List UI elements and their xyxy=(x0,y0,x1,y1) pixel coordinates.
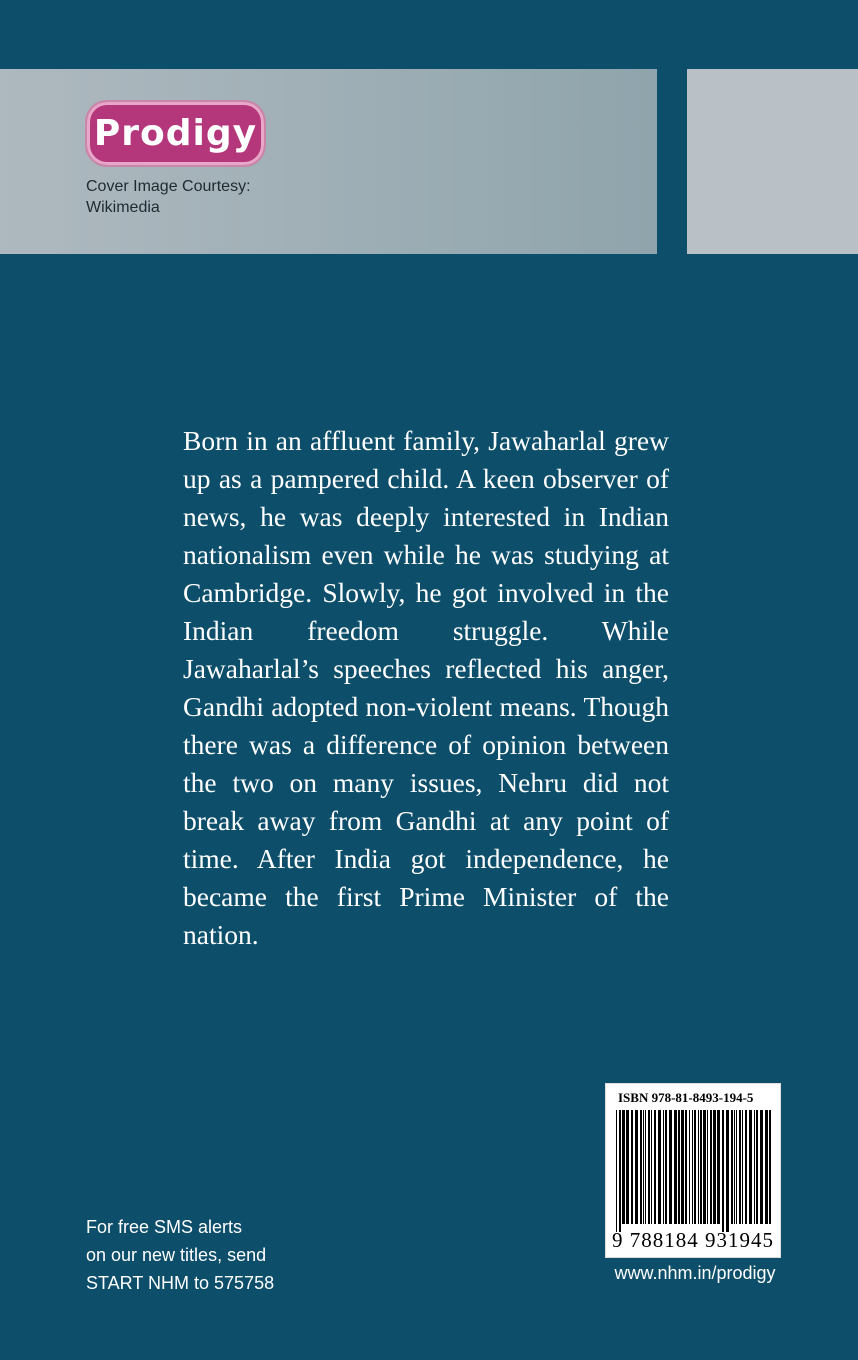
barcode-bar xyxy=(674,1110,677,1224)
barcode-bar xyxy=(640,1110,642,1224)
barcode-bar xyxy=(765,1110,768,1224)
sms-line-1: For free SMS alerts xyxy=(86,1217,243,1237)
barcode-bar xyxy=(736,1110,737,1224)
sms-line-3: START NHM to 575758 xyxy=(86,1273,275,1293)
barcode-bar xyxy=(678,1110,680,1224)
logo-text: Prodigy xyxy=(93,113,258,154)
barcode-bar xyxy=(710,1110,712,1224)
barcode-bar xyxy=(698,1110,699,1224)
barcode-bar xyxy=(665,1110,667,1224)
barcode-bar xyxy=(622,1110,625,1224)
publisher-logo xyxy=(87,102,264,165)
website-link[interactable]: www.nhm.in/prodigy xyxy=(614,1263,776,1283)
barcode-digits: 9 788184 931945 xyxy=(612,1228,774,1252)
barcode-bar xyxy=(703,1110,706,1224)
sms-alert-info xyxy=(86,1213,346,1297)
barcode-bar xyxy=(700,1110,702,1224)
barcode-bar xyxy=(692,1110,693,1224)
barcode-bar xyxy=(713,1110,716,1224)
book-blurb: Born in an affluent family, Jawaharlal grew up as a pampered child. A keen observer of news, he was deeply interested in Indian nationalism even while he was studying at Cambridge. Slowly, he got involved in the Indian freedom struggle. While Jawaharlal’s speeches reflected his anger, Gandhi adopted non-violent means. Though there was a difference of opinion between the two on many issues, Nehru did not break away from Gandhi at any point of time. After India got independence, he became the first Prime Minister of the nation. xyxy=(183,425,669,950)
barcode-bar xyxy=(731,1110,733,1224)
barcode-bar xyxy=(663,1110,664,1224)
barcode-bar xyxy=(717,1110,720,1224)
barcode-bar xyxy=(726,1110,729,1232)
barcode-bar xyxy=(645,1110,646,1224)
barcode-bar xyxy=(658,1110,661,1224)
barcode-bar xyxy=(722,1110,724,1232)
barcode-bar xyxy=(734,1110,735,1224)
barcode-bar xyxy=(643,1110,644,1224)
barcode-bar xyxy=(742,1110,743,1224)
barcode-bar xyxy=(631,1110,633,1224)
isbn-label: ISBN 978-81-8493-194-5 xyxy=(618,1090,754,1105)
barcode-bar xyxy=(619,1110,621,1232)
barcode-bar xyxy=(626,1110,629,1224)
barcode-bar xyxy=(769,1110,771,1224)
isbn-barcode xyxy=(605,1083,781,1258)
barcode-bar xyxy=(616,1110,617,1232)
barcode-bar xyxy=(654,1110,656,1224)
barcode-bar xyxy=(739,1110,741,1224)
cover-courtesy xyxy=(86,176,346,218)
barcode-bar xyxy=(648,1110,650,1224)
barcode-bar xyxy=(745,1110,747,1224)
barcode-bar xyxy=(669,1110,672,1224)
barcode-bar xyxy=(760,1110,763,1224)
top-band-right-block xyxy=(687,69,858,254)
sms-line-2: on our new titles, send xyxy=(86,1245,267,1265)
barcode-bar xyxy=(651,1110,652,1224)
barcode-bar xyxy=(756,1110,758,1224)
barcode-bar xyxy=(694,1110,696,1224)
barcode-bar xyxy=(707,1110,708,1224)
barcode-bar xyxy=(685,1110,687,1224)
barcode-bar xyxy=(749,1110,752,1224)
courtesy-line-2: Wikimedia xyxy=(86,199,160,216)
barcode-bar xyxy=(754,1110,755,1224)
barcode-bar xyxy=(681,1110,684,1224)
barcode-bars xyxy=(616,1110,772,1232)
barcode-bar xyxy=(689,1110,690,1224)
barcode-bar xyxy=(635,1110,638,1224)
courtesy-line-1: Cover Image Courtesy: xyxy=(86,178,251,195)
